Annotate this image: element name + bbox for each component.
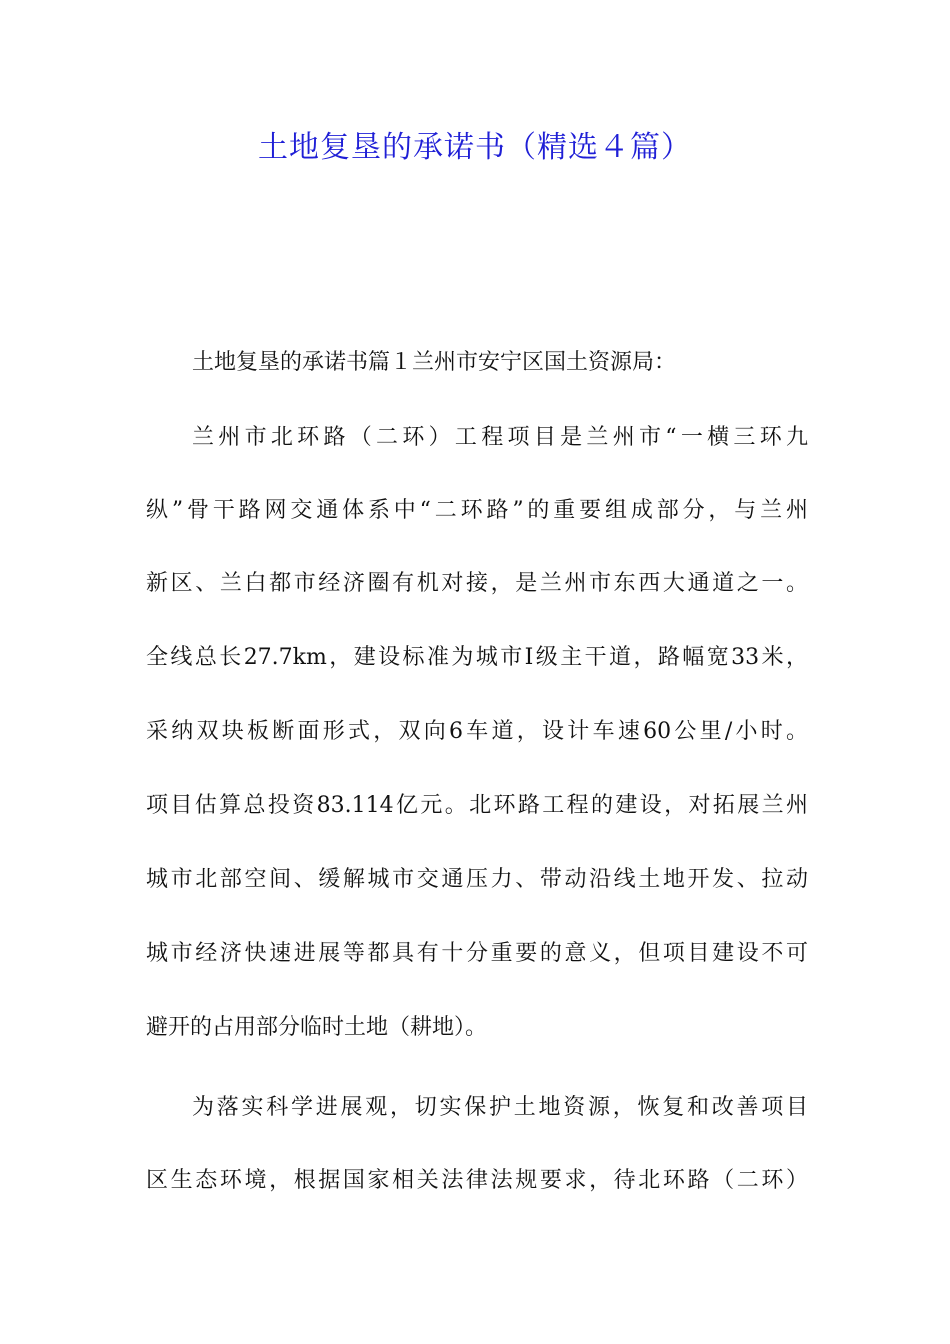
- paragraph-3-line-1: 为落实科学进展观，切实保护土地资源，恢复和改善项目: [192, 1095, 808, 1120]
- paragraph-2-line-2: 纵”骨干路网交通体系中“二环路”的重要组成部分，与兰州: [146, 498, 808, 523]
- paragraph-2-line-9: 避开的占用部分临时土地（耕地）。: [146, 1015, 488, 1040]
- paragraph-2-line-6: 项目估算总投资83.114亿元。北环路工程的建设，对拓展兰州: [146, 793, 808, 818]
- paragraph-1-line-1: 土地复垦的承诺书篇１兰州市安宁区国土资源局：: [192, 350, 677, 375]
- paragraph-2-line-7: 城市北部空间、缓解城市交通压力、带动沿线土地开发、拉动: [146, 867, 808, 892]
- paragraph-3-line-2: 区生态环境，根据国家相关法律法规要求，待北环路（二环）: [146, 1168, 808, 1193]
- paragraph-2-line-3: 新区、兰白都市经济圈有机对接，是兰州市东西大通道之一。: [146, 571, 808, 596]
- document-title: 土地复垦的承诺书（精选４篇）: [258, 130, 692, 165]
- paragraph-2-line-1: 兰州市北环路（二环）工程项目是兰州市“一横三环九: [192, 425, 808, 450]
- paragraph-2-line-5: 采纳双块板断面形式，双向6车道，设计车速60公里/小时。: [146, 719, 808, 744]
- paragraph-2-line-4: 全线总长27.7km，建设标准为城市Ⅰ级主干道，路幅宽33米，: [146, 645, 808, 670]
- paragraph-2-line-8: 城市经济快速进展等都具有十分重要的意义，但项目建设不可: [146, 941, 808, 966]
